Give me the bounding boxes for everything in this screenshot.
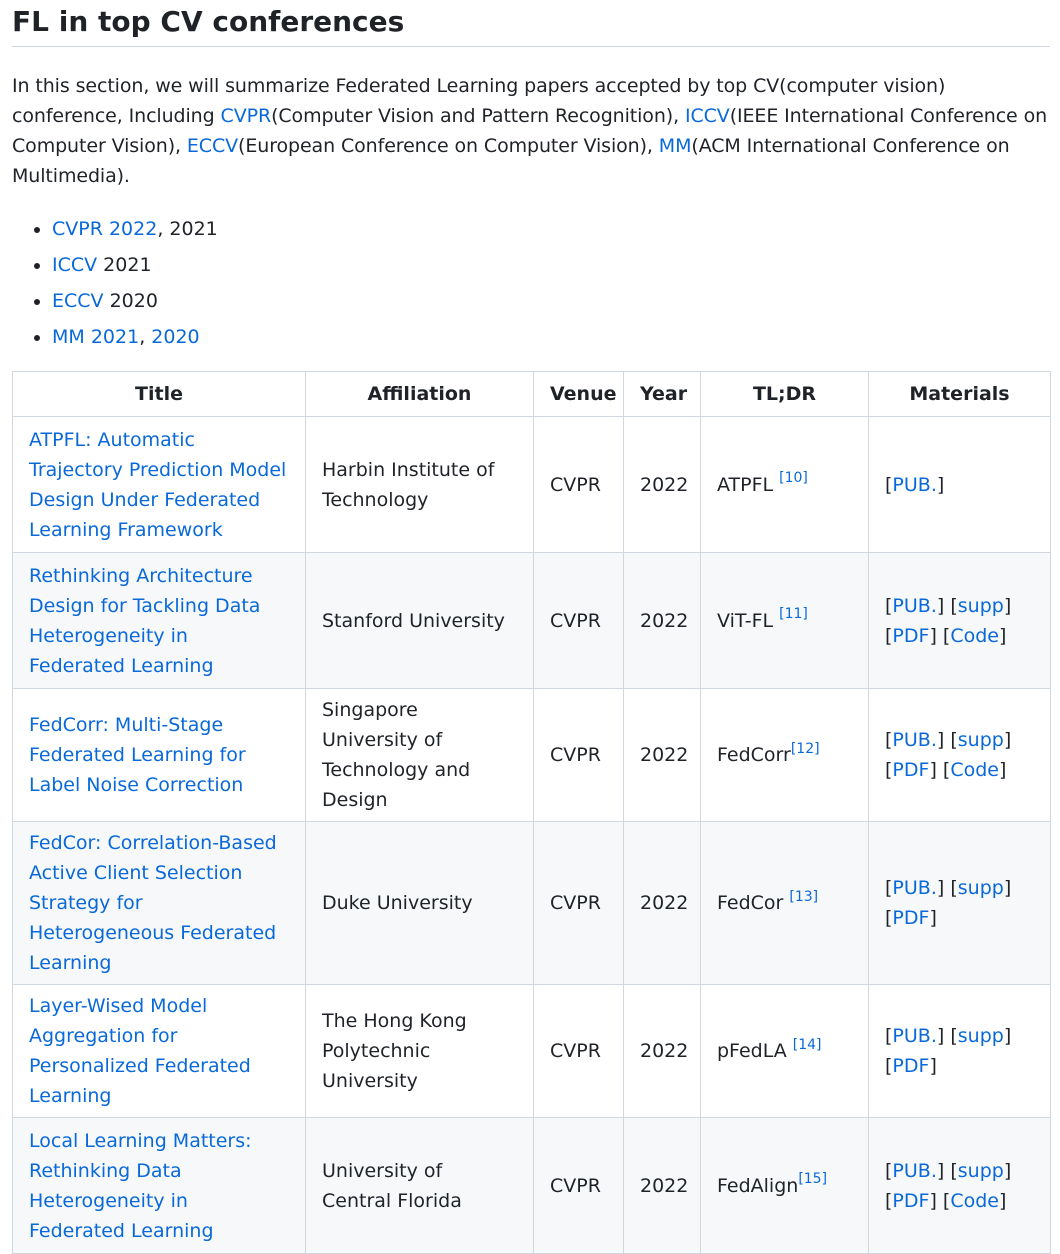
mm-2021-link[interactable]: MM 2021 [52, 326, 140, 348]
bracket: [ [885, 1189, 893, 1212]
tldr-text: ViT-FL [717, 609, 780, 632]
mm-link[interactable]: MM [658, 135, 692, 157]
year-cell: 2022 [624, 417, 701, 553]
bracket: [ [885, 1025, 893, 1047]
tldr-cell [701, 689, 869, 822]
supp-link[interactable]: supp [957, 1159, 1004, 1182]
header-venue: Venue [534, 372, 624, 417]
reference-link[interactable]: [10] [779, 470, 808, 487]
materials-cell [869, 553, 1051, 689]
tldr-cell [701, 822, 869, 985]
bracket: [ [942, 759, 951, 781]
tldr-cell [701, 1118, 869, 1254]
year-cell: 2022 [624, 553, 701, 689]
header-tldr: TL;DR [701, 372, 869, 417]
materials-cell [869, 985, 1051, 1118]
header-year: Year [624, 372, 701, 417]
code-link[interactable]: Code [950, 624, 999, 647]
supp-link[interactable]: supp [957, 729, 1004, 751]
affiliation-cell: Harbin Institute of Technology [306, 417, 534, 553]
bracket: ] [936, 1159, 945, 1182]
bracket: ] [999, 1189, 1007, 1212]
pdf-link[interactable]: PDF [892, 1055, 930, 1077]
reference-link[interactable]: [11] [779, 606, 808, 623]
paper-title-link[interactable]: Local Learning Matters: Rethinking Data Heterogeneity in Federated Learning [29, 1129, 252, 1242]
papers-table [12, 371, 1051, 1254]
bracket: ] [1003, 1025, 1012, 1047]
materials-cell [869, 417, 1051, 553]
intro-text: In this section, we will summarize Federated Learning papers accepted by top CV(computer vision) conference, Including [12, 75, 946, 127]
tldr-cell [701, 417, 869, 553]
iccv-link[interactable]: ICCV [684, 105, 730, 127]
supp-link[interactable]: supp [957, 877, 1004, 899]
table-header-row [13, 372, 1051, 417]
tldr-text: ATPFL [717, 473, 780, 496]
bracket: ] [1003, 1159, 1012, 1182]
conference-year-list [12, 211, 1050, 355]
table-row [13, 822, 1051, 985]
table-row [13, 553, 1051, 689]
title-cell [13, 1118, 306, 1254]
intro-paragraph [12, 71, 1050, 191]
tldr-text: FedAlign [717, 1174, 799, 1197]
title-cell [13, 985, 306, 1118]
tldr-text: FedCor [717, 892, 790, 914]
pub-link[interactable]: PUB. [892, 1025, 937, 1047]
pdf-link[interactable]: PDF [892, 759, 930, 781]
bracket: ] [936, 594, 945, 617]
mm-2020-link[interactable]: 2020 [151, 326, 200, 348]
tldr-cell [701, 985, 869, 1118]
header-materials: Materials [869, 372, 1051, 417]
list-item [52, 211, 1050, 247]
affiliation-cell: Singapore University of Technology and Design [306, 689, 534, 822]
intro-text: (European Conference on Computer Vision), [238, 135, 659, 157]
eccv-link[interactable]: ECCV [186, 135, 239, 157]
table-row [13, 689, 1051, 822]
paper-title-link[interactable]: ATPFL: Automatic Trajectory Prediction Model Design Under Federated Learning Framework [29, 428, 287, 541]
affiliation-cell: Stanford University [306, 553, 534, 689]
paper-title-link[interactable]: Rethinking Architecture Design for Tackling Data Heterogeneity in Federated Learning [29, 564, 261, 677]
bracket: ] [929, 1055, 937, 1077]
pub-link[interactable]: PUB. [892, 1159, 937, 1182]
bracket: [ [885, 624, 893, 647]
bracket: ] [936, 473, 945, 496]
eccv-link[interactable]: ECCV [52, 290, 104, 312]
venue-cell: CVPR [534, 985, 624, 1118]
bracket: ] [936, 877, 945, 899]
title-cell [13, 553, 306, 689]
supp-link[interactable]: supp [957, 594, 1004, 617]
affiliation-cell: Duke University [306, 822, 534, 985]
bracket: ] [999, 759, 1007, 781]
paper-title-link[interactable]: Layer-Wised Model Aggregation for Personalized Federated Learning [29, 995, 251, 1107]
venue-cell: CVPR [534, 689, 624, 822]
bracket: [ [885, 1159, 893, 1182]
table-row [13, 1118, 1051, 1254]
code-link[interactable]: Code [950, 1189, 999, 1212]
materials-cell [869, 689, 1051, 822]
code-link[interactable]: Code [950, 759, 999, 781]
year-text: 2021 [97, 254, 152, 276]
header-affiliation: Affiliation [306, 372, 534, 417]
paper-title-link[interactable]: FedCorr: Multi-Stage Federated Learning for Label Noise Correction [29, 714, 246, 796]
list-item [52, 283, 1050, 319]
iccv-link[interactable]: ICCV [52, 254, 98, 276]
bracket: [ [885, 907, 893, 929]
list-item [52, 319, 1050, 355]
bracket: ] [929, 759, 937, 781]
venue-cell: CVPR [534, 553, 624, 689]
section-title: FL in top CV conferences [12, 0, 1050, 47]
pdf-link[interactable]: PDF [892, 1189, 930, 1212]
separator-text: , [139, 326, 152, 348]
reference-link[interactable]: [12] [790, 740, 820, 757]
intro-text: (Computer Vision and Pattern Recognition), [271, 105, 685, 127]
cvpr-link[interactable]: CVPR [220, 105, 272, 127]
intro-text: (IEEE International Conference on Computer Vision), [12, 105, 1048, 157]
bracket: ] [1003, 877, 1012, 899]
year-text: , 2021 [157, 218, 218, 240]
venue-cell: CVPR [534, 417, 624, 553]
pdf-link[interactable]: PDF [892, 624, 930, 647]
bracket: [ [950, 877, 958, 899]
year-cell: 2022 [624, 985, 701, 1118]
bracket: ] [936, 1025, 945, 1047]
title-cell [13, 417, 306, 553]
bracket: ] [929, 1189, 937, 1212]
list-item [52, 247, 1050, 283]
bracket: ] [936, 729, 945, 751]
tldr-text: FedCorr [717, 744, 791, 766]
bracket: ] [999, 624, 1007, 647]
bracket: [ [885, 1055, 893, 1077]
supp-link[interactable]: supp [957, 1025, 1004, 1047]
bracket: ] [1003, 729, 1012, 751]
pdf-link[interactable]: PDF [892, 907, 930, 929]
pub-link[interactable]: PUB. [892, 594, 937, 617]
bracket: [ [950, 594, 958, 617]
title-cell [13, 822, 306, 985]
affiliation-cell: The Hong Kong Polytechnic University [306, 985, 534, 1118]
paper-title-link[interactable]: FedCor: Correlation-Based Active Client Selection Strategy for Heterogeneous Federated Learning [29, 832, 277, 974]
bracket: [ [942, 1189, 951, 1212]
reference-link[interactable]: [13] [789, 888, 819, 905]
year-cell: 2022 [624, 1118, 701, 1254]
tldr-text: pFedLA [717, 1040, 793, 1062]
year-text: 2020 [103, 290, 158, 312]
venue-cell: CVPR [534, 822, 624, 985]
bracket: ] [929, 624, 937, 647]
pub-link[interactable]: PUB. [892, 877, 937, 899]
materials-cell [869, 822, 1051, 985]
bracket: [ [950, 1025, 958, 1047]
materials-cell [869, 1118, 1051, 1254]
bracket: [ [885, 877, 893, 899]
cvpr-2022-link[interactable]: CVPR 2022 [52, 218, 158, 240]
bracket: [ [885, 729, 893, 751]
header-title: Title [13, 372, 306, 417]
bracket: ] [1003, 594, 1012, 617]
venue-cell: CVPR [534, 1118, 624, 1254]
table-row [13, 417, 1051, 553]
bracket: [ [942, 624, 951, 647]
intro-text: (ACM International Conference on Multimedia). [12, 135, 1010, 187]
reference-link[interactable]: [14] [792, 1036, 822, 1053]
pub-link[interactable]: PUB. [892, 473, 937, 496]
reference-link[interactable]: [15] [798, 1171, 828, 1188]
year-cell: 2022 [624, 822, 701, 985]
tldr-cell [701, 553, 869, 689]
bracket: [ [885, 473, 893, 496]
bracket: [ [885, 594, 893, 617]
pub-link[interactable]: PUB. [892, 729, 937, 751]
year-cell: 2022 [624, 689, 701, 822]
affiliation-cell: University of Central Florida [306, 1118, 534, 1254]
title-cell [13, 689, 306, 822]
table-row [13, 985, 1051, 1118]
bracket: [ [950, 729, 958, 751]
bracket: [ [950, 1159, 958, 1182]
bracket: ] [929, 907, 937, 929]
bracket: [ [885, 759, 893, 781]
